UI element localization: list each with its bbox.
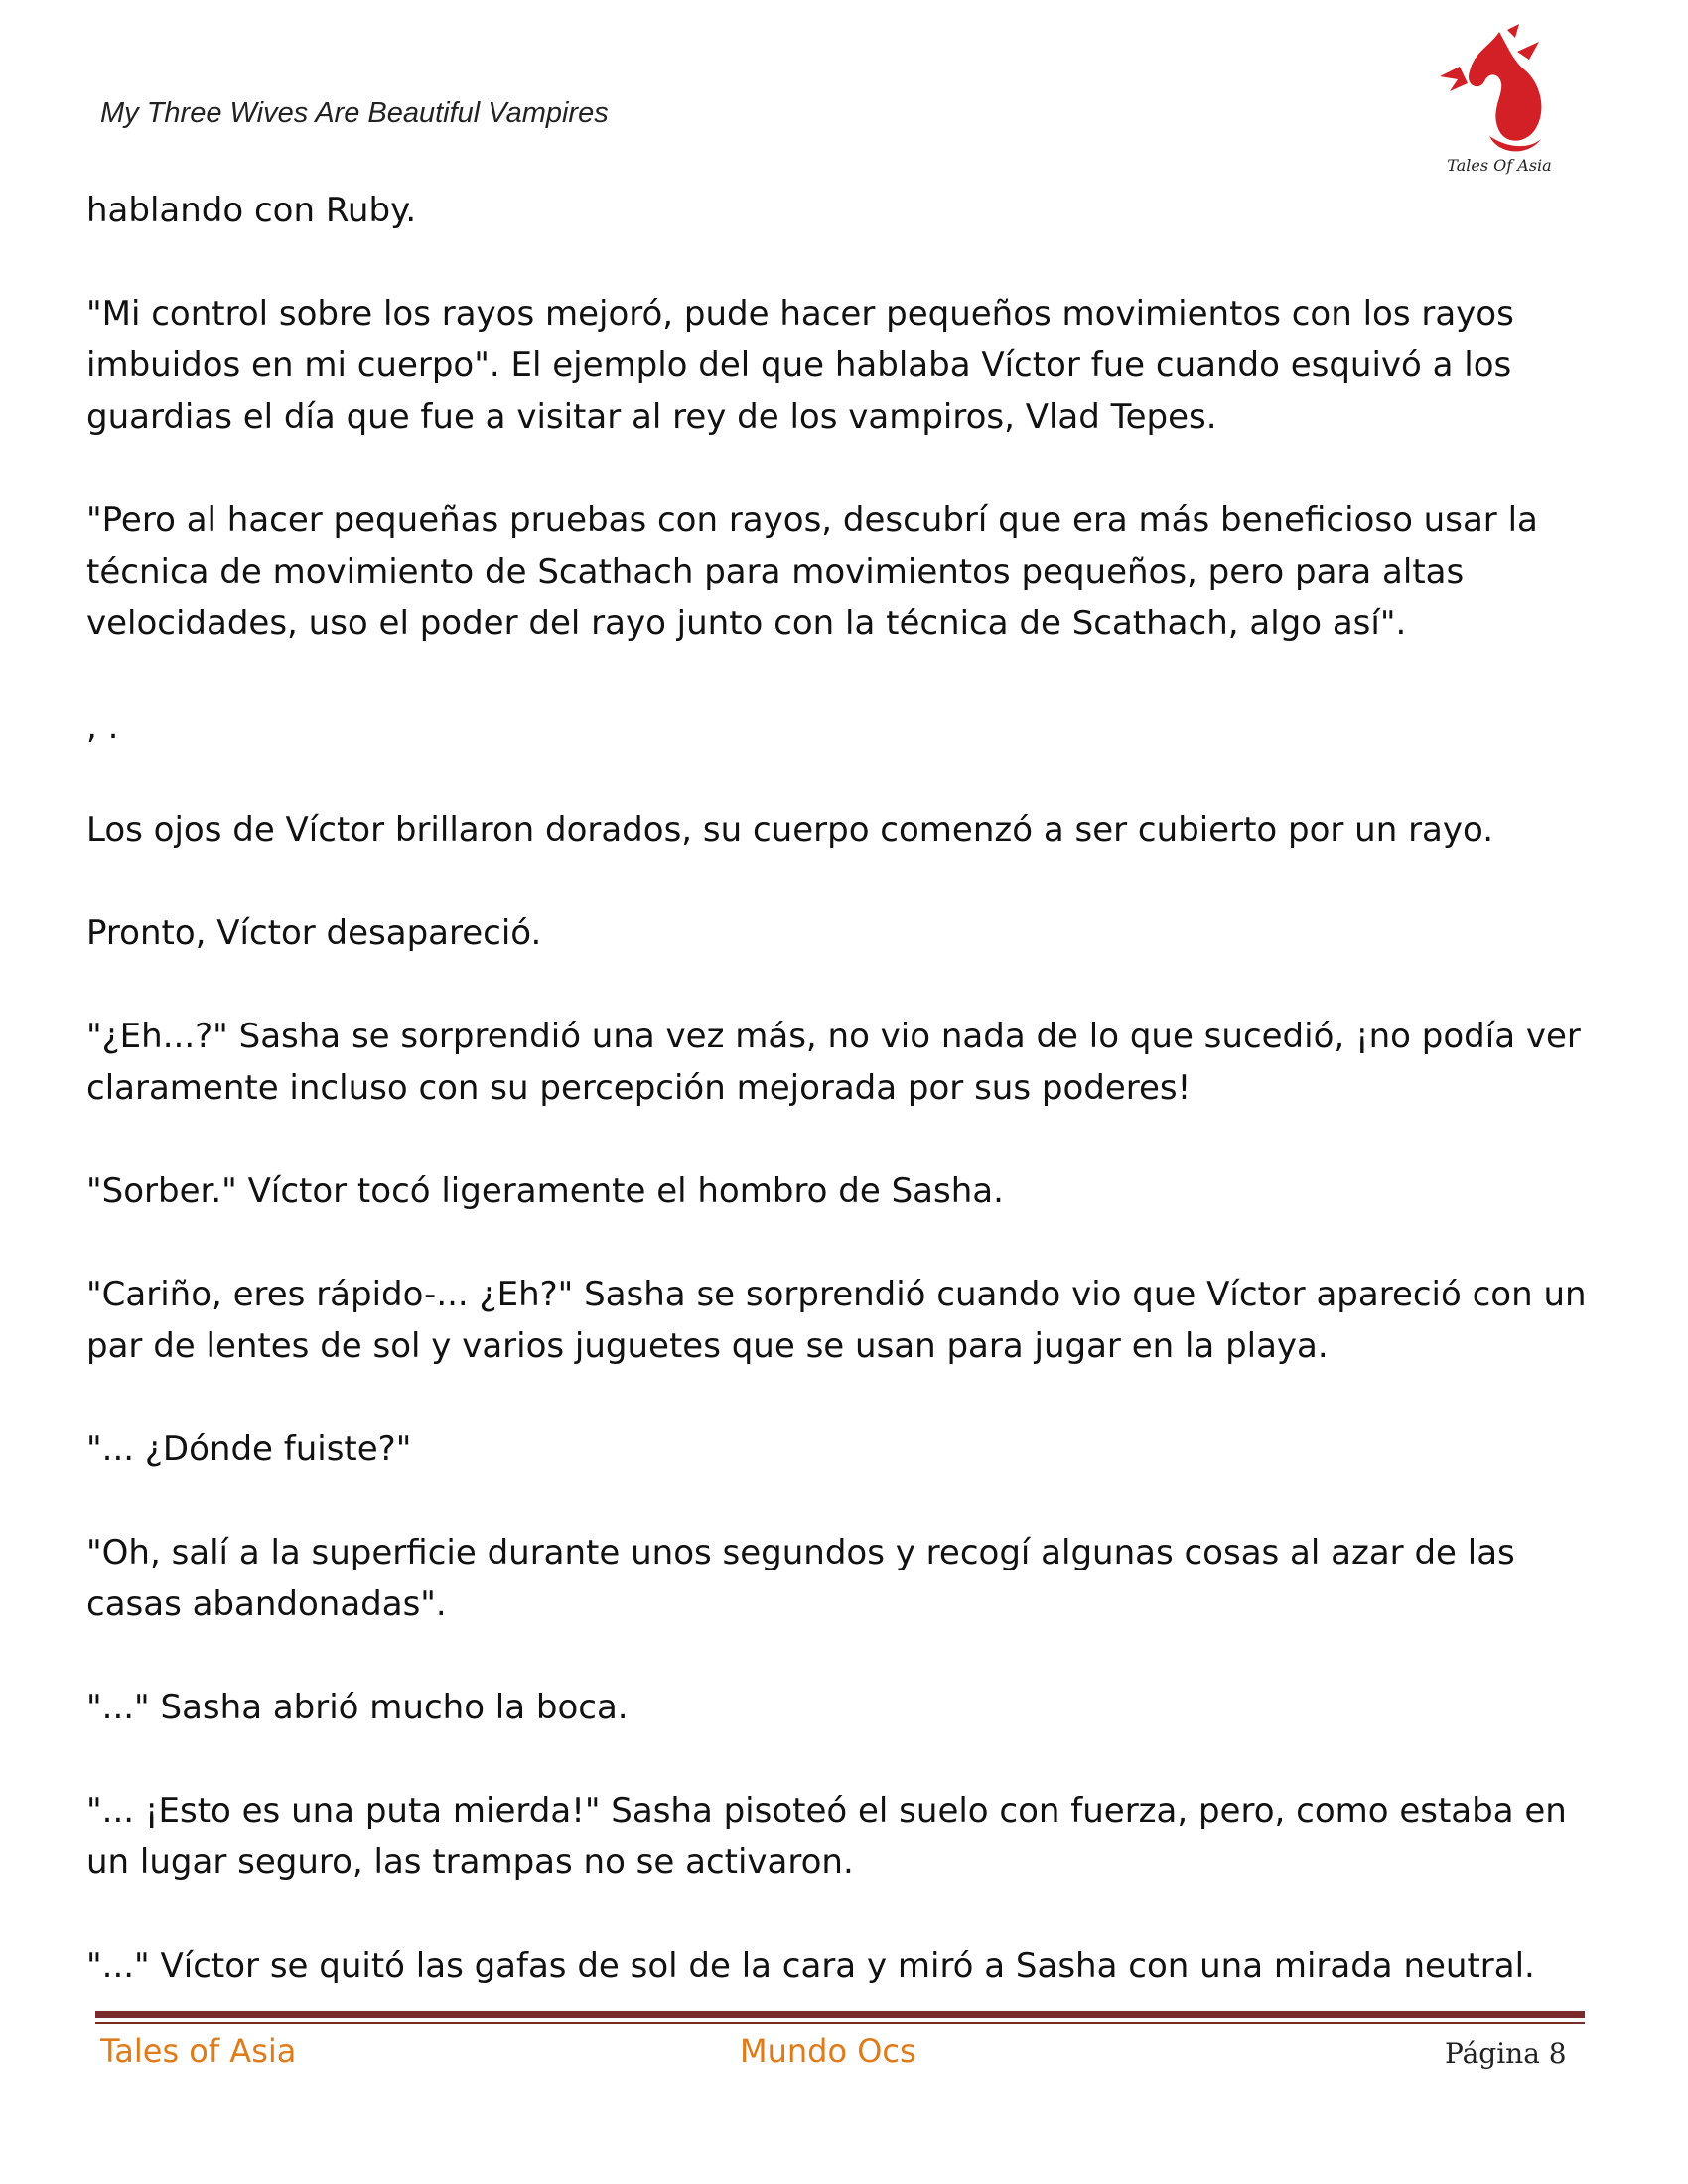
footer-divider-thin	[95, 2022, 1585, 2024]
document-header-title: My Three Wives Are Beautiful Vampires	[100, 97, 609, 129]
paragraph: "Oh, salí a la superficie durante unos segundos y recogí algunas cosas al azar de las casas abandonadas".	[86, 1533, 1515, 1624]
paragraph: "Mi control sobre los rayos mejoró, pude hacer pequeños movimientos con los rayos imbuidos en mi cuerpo". El ejemplo del que hablaba Víctor fue cuando esquivó a los guardias el día que fue a visitar al rey de los vampiros, Vlad Tepes.	[86, 294, 1514, 437]
page-number: Página 8	[1445, 2037, 1567, 2070]
chapter-body	[86, 185, 1616, 2043]
paragraph: "¿Eh...?" Sasha se sorprendió una vez más, no vio nada de lo que sucedió, ¡no podía ver claramente incluso con su percepción mejorada por sus poderes!	[86, 1017, 1581, 1108]
footer-divider-thick	[95, 2011, 1585, 2018]
paragraph: "Sorber." Víctor tocó ligeramente el hombro de Sasha.	[86, 1171, 1004, 1211]
paragraph: "... ¿Dónde fuiste?"	[86, 1430, 412, 1469]
paragraph: "... ¡Esto es una puta mierda!" Sasha pisoteó el suelo con fuerza, pero, como estaba en un lugar seguro, las trampas no se activaron.	[86, 1791, 1567, 1882]
footer-site-name: Tales of Asia	[100, 2032, 297, 2070]
paragraph: "..." Víctor se quitó las gafas de sol de la cara y miró a Sasha con una mirada neutral.	[86, 1946, 1535, 1985]
paragraph: "Pero al hacer pequeñas pruebas con rayos, descubrí que era más beneficioso usar la técnica de movimiento de Scathach para movimientos pequeños, pero para altas velocidades, uso el poder del rayo junto con la técnica de Scathach, algo así".	[86, 500, 1538, 643]
tales-of-asia-dragon-logo	[1430, 22, 1569, 181]
footer-section-name: Mundo Ocs	[740, 2032, 916, 2070]
paragraph: hablando con Ruby.	[86, 191, 417, 230]
logo-text: Tales Of Asia	[1447, 156, 1552, 175]
paragraph: , .	[86, 707, 119, 747]
paragraph: "Cariño, eres rápido-... ¿Eh?" Sasha se sorprendió cuando vio que Víctor apareció con un par de lentes de sol y varios juguetes que se usan para jugar en la playa.	[86, 1275, 1587, 1366]
paragraph: "..." Sasha abrió mucho la boca.	[86, 1688, 629, 1727]
paragraph: Los ojos de Víctor brillaron dorados, su cuerpo comenzó a ser cubierto por un rayo.	[86, 810, 1494, 850]
paragraph: Pronto, Víctor desapareció.	[86, 913, 542, 953]
